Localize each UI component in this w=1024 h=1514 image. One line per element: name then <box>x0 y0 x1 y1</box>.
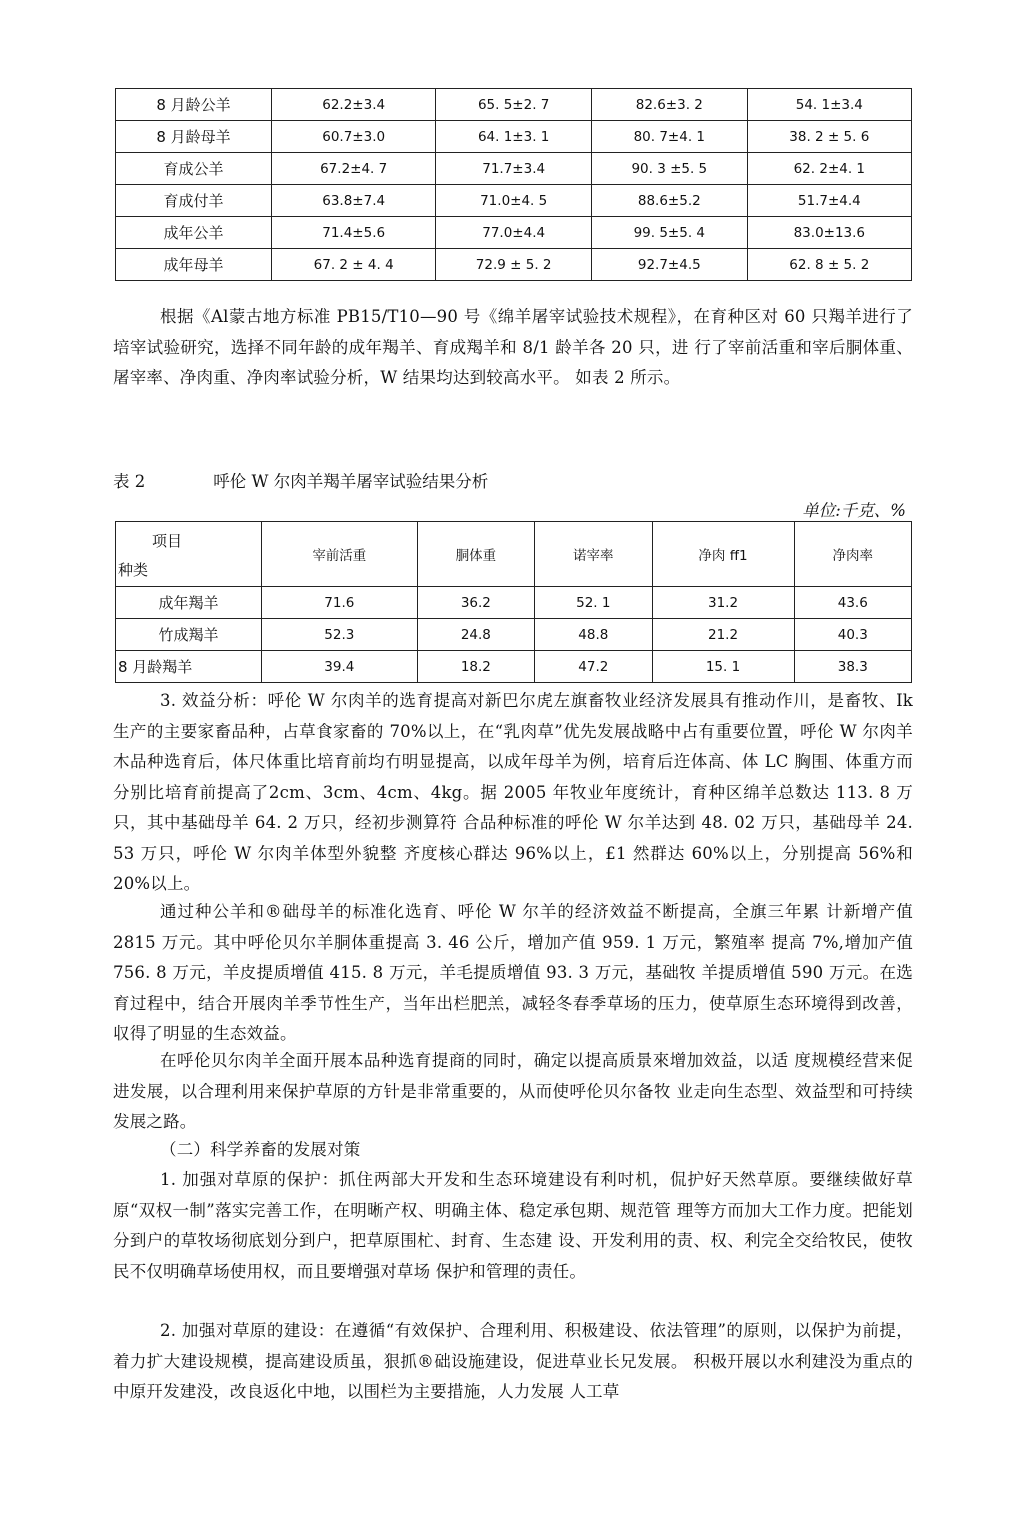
table-cell: 64. 1±3. 1 <box>436 121 592 153</box>
row-label: 竹成羯羊 <box>116 619 262 651</box>
table-cell: 71.4±5.6 <box>272 217 436 249</box>
table-cell: 80. 7±4. 1 <box>591 121 747 153</box>
table-cell: 62. 2±4. 1 <box>747 153 911 185</box>
column-header: 净肉 ff1 <box>652 522 794 587</box>
table-cell: 90. 3 ±5. 5 <box>591 153 747 185</box>
table-cell: 67. 2 ± 4. 4 <box>272 249 436 281</box>
table-cell: 92.7±4.5 <box>591 249 747 281</box>
table-cell: 育成付羊 <box>116 185 272 217</box>
table-row <box>116 217 912 249</box>
table-cell: 31.2 <box>652 587 794 619</box>
table-cell: 71.7±3.4 <box>436 153 592 185</box>
table-2 <box>115 521 912 683</box>
table-cell: 83.0±13.6 <box>747 217 911 249</box>
table-cell: 38.3 <box>794 651 911 683</box>
row-label: 8 月龄羯羊 <box>116 651 262 683</box>
table-row <box>116 249 912 281</box>
table-2-caption <box>113 468 488 492</box>
table-cell: 18.2 <box>417 651 534 683</box>
table-cell: 成年公羊 <box>116 217 272 249</box>
paragraph-grassland-construction: 2. 加强对草原的建设：在遵循“有效保护、合理利用、积极建设、依法管理”的原则，以保护为前提，着力扩大建设规模，提高建设质虽，狠抓®础设施建设，促进草业长兄发展。 积极幵展以水利建没为重点的中原幵发建没，改良返化中地，以围栏为主要措施，人力发展 人工草 <box>113 1321 913 1401</box>
paragraph-grassland-protection: 1. 加强对草原的保护：抓住两部大开发和生态环境建设有利吋机，侃护好天然草原。要继续做好草原“双权一制”落实完善工作，在明晰产权、明确主体、稳定承包期、规范管 理等方而加大工作力度。把能划分到户的草牧场彻底划分到户，把草原围杧、封育、生态建 设、开发利用的责、权、利完全交给牧民，使牧民不仅明确草场使用权，而且要增强对草场 保护和管理的责任。 <box>113 1170 913 1281</box>
table-cell: 52.3 <box>262 619 418 651</box>
table-row <box>116 89 912 121</box>
table-corner-cell <box>116 522 262 587</box>
section-heading: （二）科学养畜的发展对策 <box>160 1140 361 1159</box>
table-cell: 99. 5±5. 4 <box>591 217 747 249</box>
table-1 <box>115 88 912 281</box>
table-cell: 54. 1±3.4 <box>747 89 911 121</box>
table-cell: 8 月龄母羊 <box>116 121 272 153</box>
table-header-row <box>116 522 912 587</box>
column-header: 诺宰率 <box>535 522 652 587</box>
table-cell: 43.6 <box>794 587 911 619</box>
table-cell: 77.0±4.4 <box>436 217 592 249</box>
corner-label-category: 种类 <box>118 561 149 579</box>
table-cell: 24.8 <box>417 619 534 651</box>
table-cell: 51.7±4.4 <box>747 185 911 217</box>
table-cell: 成年母羊 <box>116 249 272 281</box>
table-2-label: 表 2 <box>113 472 146 491</box>
table-2-title: 呼伦 W 尔肉羊羯羊屠宰试验结果分析 <box>213 472 489 491</box>
table-cell: 62.2±3.4 <box>272 89 436 121</box>
table-cell: 48.8 <box>535 619 652 651</box>
table-cell: 67.2±4. 7 <box>272 153 436 185</box>
table-cell: 38. 2 ± 5. 6 <box>747 121 911 153</box>
table-cell: 15. 1 <box>652 651 794 683</box>
table-cell: 88.6±5.2 <box>591 185 747 217</box>
table-cell: 47.2 <box>535 651 652 683</box>
table-cell: 65. 5±2. 7 <box>436 89 592 121</box>
column-header: 宰前活重 <box>262 522 418 587</box>
table-cell: 52. 1 <box>535 587 652 619</box>
table-cell: 62. 8 ± 5. 2 <box>747 249 911 281</box>
table-row <box>116 619 912 651</box>
paragraph-intro: 根据《Al蒙古地方标准 PB15/T10—90 号《绵羊屠宰试验技术规程》，在育种区对 60 只羯羊进行了培宰试验研究，选择不同年龄的成年羯羊、育成羯羊和 8/1 龄羊各 20 只，进 行了宰前活重和宰后胴体重、屠宰率、净肉重、净肉率试验分析，W 结果均达到较高水平。 如表 2 所示。 <box>113 307 913 387</box>
table-cell: 育成公羊 <box>116 153 272 185</box>
table-2-unit: 单位:千克、% <box>802 501 906 520</box>
table-cell: 72.9 ± 5. 2 <box>436 249 592 281</box>
column-header: 胴体重 <box>417 522 534 587</box>
table-cell: 60.7±3.0 <box>272 121 436 153</box>
table-cell: 21.2 <box>652 619 794 651</box>
table-cell: 8 月龄公羊 <box>116 89 272 121</box>
table-cell: 71.0±4. 5 <box>436 185 592 217</box>
paragraph-economic-benefit: 通过种公羊和®础母羊的标准化选育、呼伦 W 尔羊的经济效益不断提高，全旗三年累 计新增产值 2815 万元。其中呼伦贝尔羊胴体重提高 3. 46 公斤，增加产值 959. 1 万元，繁殖率 提高 7%,增加产值 756. 8 万元，羊皮提质增值 415. 8 万元，羊毛提质增值 93. 3 万元，基础牧 羊提质增值 590 万元。在选育过程中，结合开展肉羊季节性生产，当年出栏肥羔，减轻冬春季草场的压力，使草原生态环境得到改善，収得了明显的生态效益。 <box>113 902 913 1043</box>
column-header: 净肉率 <box>794 522 911 587</box>
table-row <box>116 651 912 683</box>
table-cell: 36.2 <box>417 587 534 619</box>
table-row <box>116 153 912 185</box>
table-cell: 63.8±7.4 <box>272 185 436 217</box>
paragraph-benefit-analysis: 3. 效益分析：呼伦 W 尔肉羊的选育提高对新巴尔虎左旗畜牧业经济发展具有推动作川，是畜牧、Ik 生产的主要家畜品种，占草食家畜的 70%以上，在“乳肉草”优先发展战略中占有重要位置，呼伦 W 尔肉羊木品种选育后，体尺体重比培育前均冇明显提高，以成年母羊为例，培育后迕体高、体 LC 胸围、体重方而分别比培育前提高了2cm、3cm、4cm、4kg。据 2005 年牧业年度统计，育种区绵羊总数达 113. 8 万只，其中基础母羊 64. 2 万只，经初步测算符 合品种标准的呼伦 W 尔羊达到 48. 02 万只，基础母羊 24. 53 万只，呼伦 W 尔肉羊体型外貌整 齐度核心群达 96%以上，£1 然群达 60%以上，分别提高 56%和 20%以上。 <box>113 691 913 893</box>
row-label: 成年羯羊 <box>116 587 262 619</box>
table-cell: 82.6±3. 2 <box>591 89 747 121</box>
table-cell: 40.3 <box>794 619 911 651</box>
paragraph-policy: 在呼伦贝尔肉羊全面幵展本品种选育提商的同时，确定以提高质景來增加效益，以适 度规模经营来促进发展，以合理利用来保护草原的方针是非常重要的，从而使呼伦贝尔备牧 业走向生态型、效益型和可持续发展之路。 <box>113 1051 913 1131</box>
table-cell: 39.4 <box>262 651 418 683</box>
table-row <box>116 121 912 153</box>
table-row <box>116 185 912 217</box>
corner-label-item: 项目 <box>152 532 183 550</box>
table-row <box>116 587 912 619</box>
table-cell: 71.6 <box>262 587 418 619</box>
